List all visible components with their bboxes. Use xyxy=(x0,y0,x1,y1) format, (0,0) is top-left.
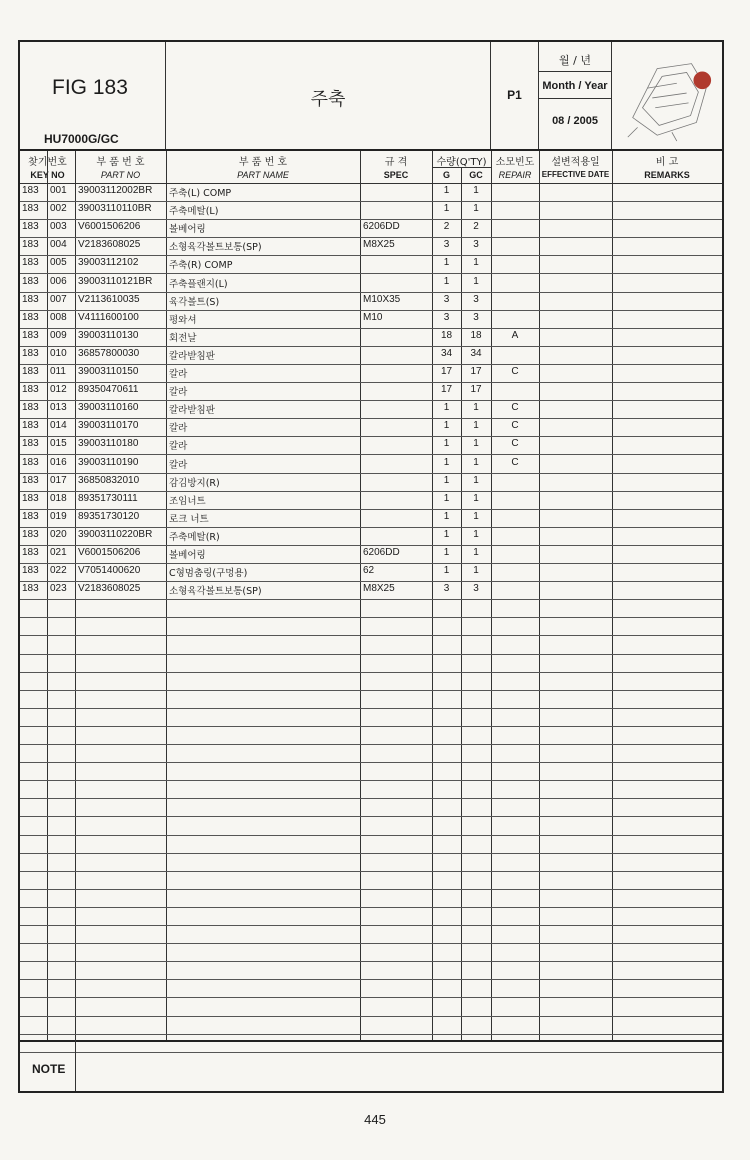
page-title: 주축 xyxy=(310,89,346,110)
table-row xyxy=(20,999,722,1017)
cell-part-no: 89350470611 xyxy=(78,384,139,396)
cell-key: 007 xyxy=(50,293,67,305)
cell-part-no: V2113610035 xyxy=(78,293,140,305)
fig-header xyxy=(20,42,166,149)
table-row xyxy=(20,980,722,998)
table-row xyxy=(20,474,722,492)
cell-fig: 183 xyxy=(22,239,39,251)
cell-spec: M10X35 xyxy=(363,293,401,305)
cell-key: 016 xyxy=(50,456,67,468)
table-row xyxy=(20,456,722,474)
cell-gc: 2 xyxy=(473,221,479,233)
col-repair: 소모빈도 REPAIR xyxy=(495,157,535,180)
fig-number: FIG 183 xyxy=(52,76,128,99)
table-row xyxy=(20,437,722,455)
col-part-no: 부 품 번 호 PART NO xyxy=(96,157,145,180)
cell-name: 소형육각볼트보통(SP) xyxy=(169,242,262,254)
cell-spec: 6206DD xyxy=(363,547,400,558)
cell-key: 019 xyxy=(50,510,67,522)
cell-repair: C xyxy=(511,402,519,414)
cell-g: 3 xyxy=(443,239,450,251)
cell-key: 018 xyxy=(50,492,67,504)
cell-spec: M10 xyxy=(363,311,383,323)
cell-fig: 183 xyxy=(22,510,39,522)
page-number: 445 xyxy=(364,1112,386,1127)
cell-g: 1 xyxy=(443,203,450,215)
cell-g: 1 xyxy=(443,474,450,486)
cell-part-no: V6001506206 xyxy=(78,547,141,558)
cell-fig: 183 xyxy=(22,528,39,540)
cell-part-no: 39003110110BR xyxy=(78,203,152,215)
cell-gc: 1 xyxy=(473,402,479,414)
cell-key: 015 xyxy=(50,438,67,450)
table-row xyxy=(20,709,722,727)
col-remarks: 비 고 REMARKS xyxy=(644,157,690,180)
cell-fig: 183 xyxy=(22,402,39,414)
cell-part-no: 39003110121BR xyxy=(78,275,153,287)
cell-gc: 1 xyxy=(473,565,479,577)
col-qty: 수량(Q'TY) G GC xyxy=(432,151,491,184)
table-row xyxy=(20,890,722,908)
cell-name: 로크 너트 xyxy=(169,513,209,525)
cell-g: 1 xyxy=(443,510,450,522)
cell-key: 013 xyxy=(50,402,67,414)
cell-g: 1 xyxy=(443,438,450,450)
table-row xyxy=(20,256,722,274)
cell-g: 1 xyxy=(443,420,450,432)
table-row xyxy=(20,854,722,872)
cell-g: 1 xyxy=(443,528,450,540)
cell-name: 칼라 xyxy=(169,441,188,453)
cell-key: 006 xyxy=(50,275,67,287)
cell-key: 003 xyxy=(50,221,67,233)
cell-name: 칼라 xyxy=(169,459,188,471)
cell-g: 18 xyxy=(440,329,453,341)
machine-thumbnail-icon xyxy=(618,48,716,143)
table-row xyxy=(20,799,722,817)
cell-gc: 1 xyxy=(473,438,479,450)
cell-gc: 1 xyxy=(473,257,479,269)
cell-g: 1 xyxy=(443,185,450,196)
cell-key: 004 xyxy=(50,239,67,251)
table-row xyxy=(20,763,722,781)
cell-spec: 62 xyxy=(363,565,375,577)
table-row xyxy=(20,727,722,745)
cell-name: 주축(R) COMP xyxy=(169,260,233,272)
cell-gc: 1 xyxy=(473,203,479,215)
cell-part-no: 39003110170 xyxy=(78,420,139,432)
cell-name: 주축플랜지(L) xyxy=(169,278,228,290)
col-part-name: 부 품 번 호 PART NAME xyxy=(237,157,289,180)
cell-fig: 183 xyxy=(22,293,39,305)
cell-key: 011 xyxy=(50,366,66,377)
cell-gc: 1 xyxy=(473,474,479,486)
cell-part-no: 89351730120 xyxy=(78,510,140,522)
cell-part-no: 39003112002BR xyxy=(78,185,153,196)
cell-key: 010 xyxy=(50,347,67,359)
cell-name: 칼라받침판 xyxy=(169,350,215,362)
cell-g: 3 xyxy=(443,583,450,595)
table-row xyxy=(20,238,722,256)
table-row xyxy=(20,673,722,691)
cell-gc: 1 xyxy=(473,492,479,504)
table-row xyxy=(20,220,722,238)
cell-name: 칼라받침판 xyxy=(169,405,215,417)
cell-fig: 183 xyxy=(22,420,39,432)
cell-fig: 183 xyxy=(22,565,39,577)
table-row xyxy=(20,347,722,365)
cell-fig: 183 xyxy=(22,311,39,323)
table-row xyxy=(20,528,722,546)
cell-name: 회전날 xyxy=(169,332,197,344)
cell-gc: 1 xyxy=(473,547,479,558)
cell-part-no: V4111600100 xyxy=(78,311,139,323)
table-row xyxy=(20,184,722,202)
table-row xyxy=(20,419,722,437)
cell-repair: C xyxy=(511,366,519,377)
cell-gc: 1 xyxy=(473,420,479,432)
table-row xyxy=(20,546,722,564)
cell-gc: 3 xyxy=(473,583,479,595)
table-row xyxy=(20,637,722,655)
cell-gc: 18 xyxy=(470,329,482,341)
cell-gc: 3 xyxy=(473,239,479,251)
cell-repair: C xyxy=(511,456,519,468)
table-row xyxy=(20,926,722,944)
table-row xyxy=(20,564,722,582)
table-row xyxy=(20,836,722,854)
table-row xyxy=(20,600,722,618)
cell-repair: C xyxy=(511,438,519,450)
cell-gc: 1 xyxy=(473,510,479,522)
col-spec: 규 격 SPEC xyxy=(383,157,409,180)
cell-name: 평와셔 xyxy=(169,314,197,326)
cell-g: 1 xyxy=(443,456,450,468)
column-header-row xyxy=(20,151,722,184)
cell-fig: 183 xyxy=(22,583,39,595)
cell-name: 칼라 xyxy=(169,423,188,435)
table-row xyxy=(20,383,722,401)
cell-key: 008 xyxy=(50,311,67,323)
cell-g: 1 xyxy=(443,565,450,577)
cell-part-no: 39003110150 xyxy=(78,366,139,377)
cell-key: 020 xyxy=(50,528,67,540)
cell-key: 012 xyxy=(50,384,67,396)
table-row xyxy=(20,582,722,600)
cell-name: 주축(L) COMP xyxy=(169,188,232,199)
thumbnail-header xyxy=(612,42,722,149)
cell-part-no: 39003110220BR xyxy=(78,528,153,540)
cell-repair: C xyxy=(511,420,519,432)
table-row xyxy=(20,275,722,293)
table-row xyxy=(20,202,722,220)
cell-key: 014 xyxy=(50,420,67,432)
cell-key: 009 xyxy=(50,329,67,341)
cell-g: 3 xyxy=(443,311,450,323)
cell-g: 1 xyxy=(443,402,450,414)
cell-gc: 17 xyxy=(470,384,482,396)
cell-fig: 183 xyxy=(22,275,39,287)
cell-part-no: 39003110130 xyxy=(78,329,139,341)
cell-fig: 183 xyxy=(22,329,39,341)
table-row xyxy=(20,618,722,636)
cell-repair: A xyxy=(511,329,519,341)
table-row xyxy=(20,745,722,763)
title-header xyxy=(166,42,491,149)
model-name: HU7000G/GC xyxy=(44,132,119,146)
table-row xyxy=(20,492,722,510)
cell-name: 육각볼트(S) xyxy=(169,296,220,308)
cell-part-no: 39003110190 xyxy=(78,456,139,468)
cell-name: 소형육각볼트보통(SP) xyxy=(169,586,262,598)
cell-g: 17 xyxy=(440,366,453,377)
cell-gc: 3 xyxy=(473,293,479,305)
cell-name: 볼베어링 xyxy=(169,550,206,561)
cell-name: 조임너트 xyxy=(169,495,206,507)
cell-gc: 17 xyxy=(470,366,482,377)
cell-fig: 183 xyxy=(22,257,39,269)
note-label: NOTE xyxy=(32,1062,66,1076)
cell-part-no: 36850832010 xyxy=(78,474,140,486)
date-label-en: Month / Year xyxy=(542,80,608,92)
table-row xyxy=(20,1035,722,1053)
cell-part-no: V7051400620 xyxy=(78,565,141,577)
table-row xyxy=(20,510,722,528)
table-row xyxy=(20,818,722,836)
cell-fig: 183 xyxy=(22,203,39,215)
date-label-kr: 월 / 년 xyxy=(559,54,591,67)
cell-g: 2 xyxy=(443,221,450,233)
cell-part-no: V2183608025 xyxy=(78,583,141,595)
cell-gc: 1 xyxy=(473,275,479,287)
parts-sheet xyxy=(18,40,724,1093)
table-row xyxy=(20,293,722,311)
cell-fig: 183 xyxy=(22,547,39,558)
cell-spec: M8X25 xyxy=(363,583,395,595)
cell-fig: 183 xyxy=(22,347,39,359)
cell-name: 칼라 xyxy=(169,387,188,399)
table-row xyxy=(20,329,722,347)
cell-fig: 183 xyxy=(22,185,39,196)
cell-part-no: 89351730111 xyxy=(78,492,138,504)
table-row xyxy=(20,908,722,926)
cell-fig: 183 xyxy=(22,474,39,486)
table-row xyxy=(20,1017,722,1035)
cell-fig: 183 xyxy=(22,384,39,396)
cell-g: 1 xyxy=(443,257,450,269)
cell-g: 3 xyxy=(443,293,450,305)
table-row xyxy=(20,872,722,890)
cell-part-no: 39003112102 xyxy=(78,257,139,269)
cell-g: 17 xyxy=(440,384,453,396)
cell-spec: 6206DD xyxy=(363,221,400,233)
cell-fig: 183 xyxy=(22,492,39,504)
table-row xyxy=(20,401,722,419)
table-row xyxy=(20,691,722,709)
cell-name: 주축메탈(L) xyxy=(169,206,219,218)
cell-gc: 34 xyxy=(470,347,482,359)
page-ref: P1 xyxy=(507,88,522,102)
cell-fig: 183 xyxy=(22,221,39,233)
cell-gc: 3 xyxy=(473,311,479,323)
cell-gc: 1 xyxy=(473,456,479,468)
col-key: 찾기번호 KEY NO xyxy=(28,157,67,180)
date-header xyxy=(539,42,612,149)
cell-key: 005 xyxy=(50,257,67,269)
cell-fig: 183 xyxy=(22,366,39,377)
cell-part-no: 39003110180 xyxy=(78,438,139,450)
cell-key: 021 xyxy=(50,547,67,558)
cell-g: 1 xyxy=(443,492,450,504)
table-row xyxy=(20,781,722,799)
cell-fig: 183 xyxy=(22,456,39,468)
cell-name: 칼라 xyxy=(169,369,188,380)
cell-part-no: 39003110160 xyxy=(78,402,139,414)
cell-spec: M8X25 xyxy=(363,239,395,251)
page-ref-header xyxy=(491,42,539,149)
table-row xyxy=(20,311,722,329)
cell-gc: 1 xyxy=(473,185,479,196)
cell-fig: 183 xyxy=(22,438,39,450)
cell-name: 볼베어링 xyxy=(169,224,206,236)
cell-part-no: V2183608025 xyxy=(78,239,141,251)
table-row xyxy=(20,365,722,383)
cell-g: 1 xyxy=(443,275,450,287)
cell-g: 34 xyxy=(440,347,453,359)
cell-name: C형멈춤링(구멍용) xyxy=(169,568,248,580)
cell-g: 1 xyxy=(443,547,450,558)
cell-key: 001 xyxy=(50,185,67,196)
cell-name: 주축메탈(R) xyxy=(169,531,220,543)
cell-key: 023 xyxy=(50,583,67,595)
table-row xyxy=(20,944,722,962)
cell-part-no: 36857800030 xyxy=(78,347,140,359)
table-row xyxy=(20,962,722,980)
cell-part-no: V6001506206 xyxy=(78,221,141,233)
col-effective-date: 설변적용일 EFFECTIVE DATE xyxy=(541,157,610,179)
cell-key: 022 xyxy=(50,565,67,577)
cell-key: 002 xyxy=(50,203,67,215)
cell-gc: 1 xyxy=(473,528,479,540)
table-row xyxy=(20,655,722,673)
cell-key: 017 xyxy=(50,474,67,486)
cell-name: 감김방지(R) xyxy=(169,477,220,489)
date-value: 08 / 2005 xyxy=(552,115,598,127)
